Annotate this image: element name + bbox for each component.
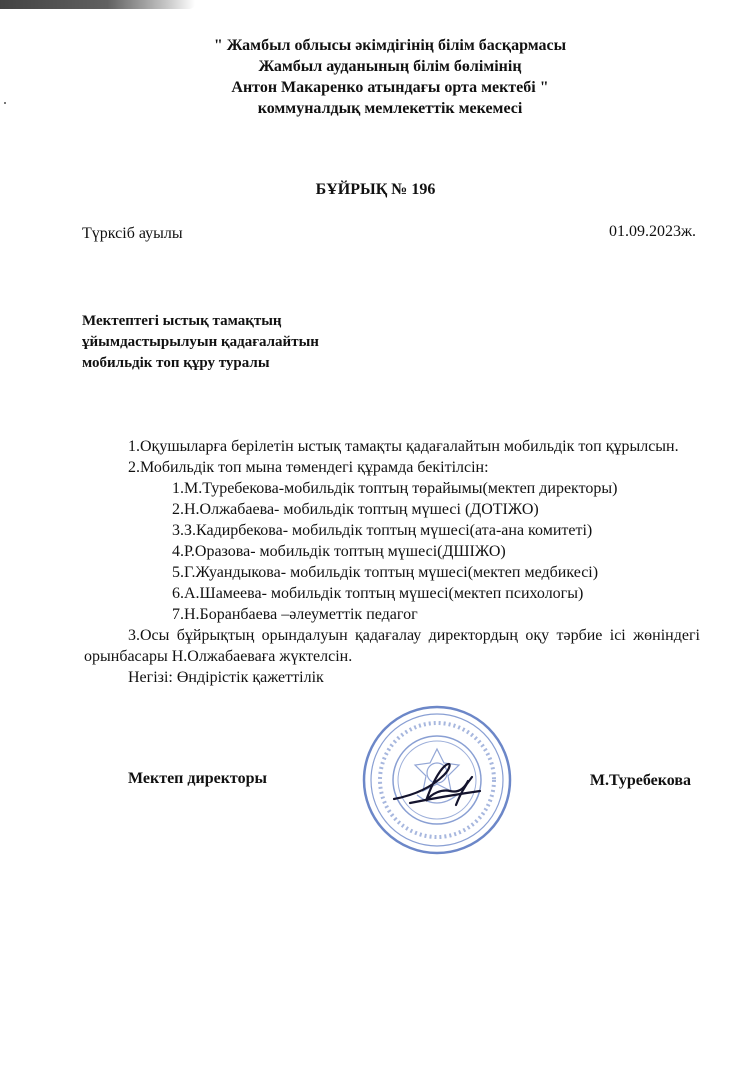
subject-line-1: Мектептегі ыстық тамақтың: [82, 313, 282, 329]
order-body: [84, 436, 700, 688]
order-place: Түрксіб ауылы: [82, 225, 183, 242]
header-line-1: " Жамбыл облысы әкімдігінің білім басқармасы: [213, 37, 567, 54]
header-line-2: Жамбыл ауданының білім бөлімінің: [258, 58, 522, 75]
order-date: 01.09.2023ж.: [608, 223, 696, 240]
scan-artifact: [0, 0, 195, 9]
order-title: БҰЙРЫҚ № 196: [315, 181, 436, 198]
header-line-3: Антон Макаренко атындағы орта мектебі ": [231, 79, 549, 96]
institution-header: [140, 35, 640, 119]
order-item-2: 2.Мобильдік топ мына төмендегі құрамда бекітілсін:: [128, 459, 489, 476]
order-basis: Негізі: Өндірістік қажеттілік: [128, 669, 324, 686]
member-2: 2.Н.Олжабаева- мобильдік топтың мүшесі (ДОТІЖО): [172, 501, 539, 518]
header-line-4: коммуналдық мемлекеттік мекемесі: [257, 100, 523, 117]
scan-dot: [4, 102, 6, 104]
order-item-1: 1.Оқушыларға берілетін ыстық тамақты қадағалайтын мобильдік топ құрылсын.: [128, 438, 679, 455]
order-item-3: 3.Осы бұйрықтың орындалуын қадағалау директордың оқу тәрбие ісі жөніндегі орынбасары Н.Олжабаеваға жүктелсін.: [84, 627, 700, 665]
member-4: 4.Р.Оразова- мобильдік топтың мүшесі(ДШІЖО): [172, 543, 506, 560]
subject-line-2: ұйымдастырылуын қадағалайтын: [82, 334, 319, 350]
official-stamp: [360, 703, 515, 858]
order-subject: [82, 311, 319, 374]
signature-name: М.Туребекова: [589, 772, 691, 789]
member-6: 6.А.Шамеева- мобильдік топтың мүшесі(мектеп психологы): [172, 585, 584, 602]
signature-label: Мектеп директоры: [128, 770, 267, 787]
member-7: 7.Н.Боранбаева –әлеуметтік педагог: [172, 606, 418, 623]
subject-line-3: мобильдік топ құру туралы: [82, 355, 270, 371]
member-5: 5.Г.Жуандыкова- мобильдік топтың мүшесі(мектеп медбикесі): [172, 564, 599, 581]
member-3: 3.З.Кадирбекова- мобильдік топтың мүшесі(ата-ана комитеті): [172, 522, 593, 539]
member-1: 1.М.Туребекова-мобильдік топтың төрайымы(мектеп директоры): [172, 480, 618, 497]
